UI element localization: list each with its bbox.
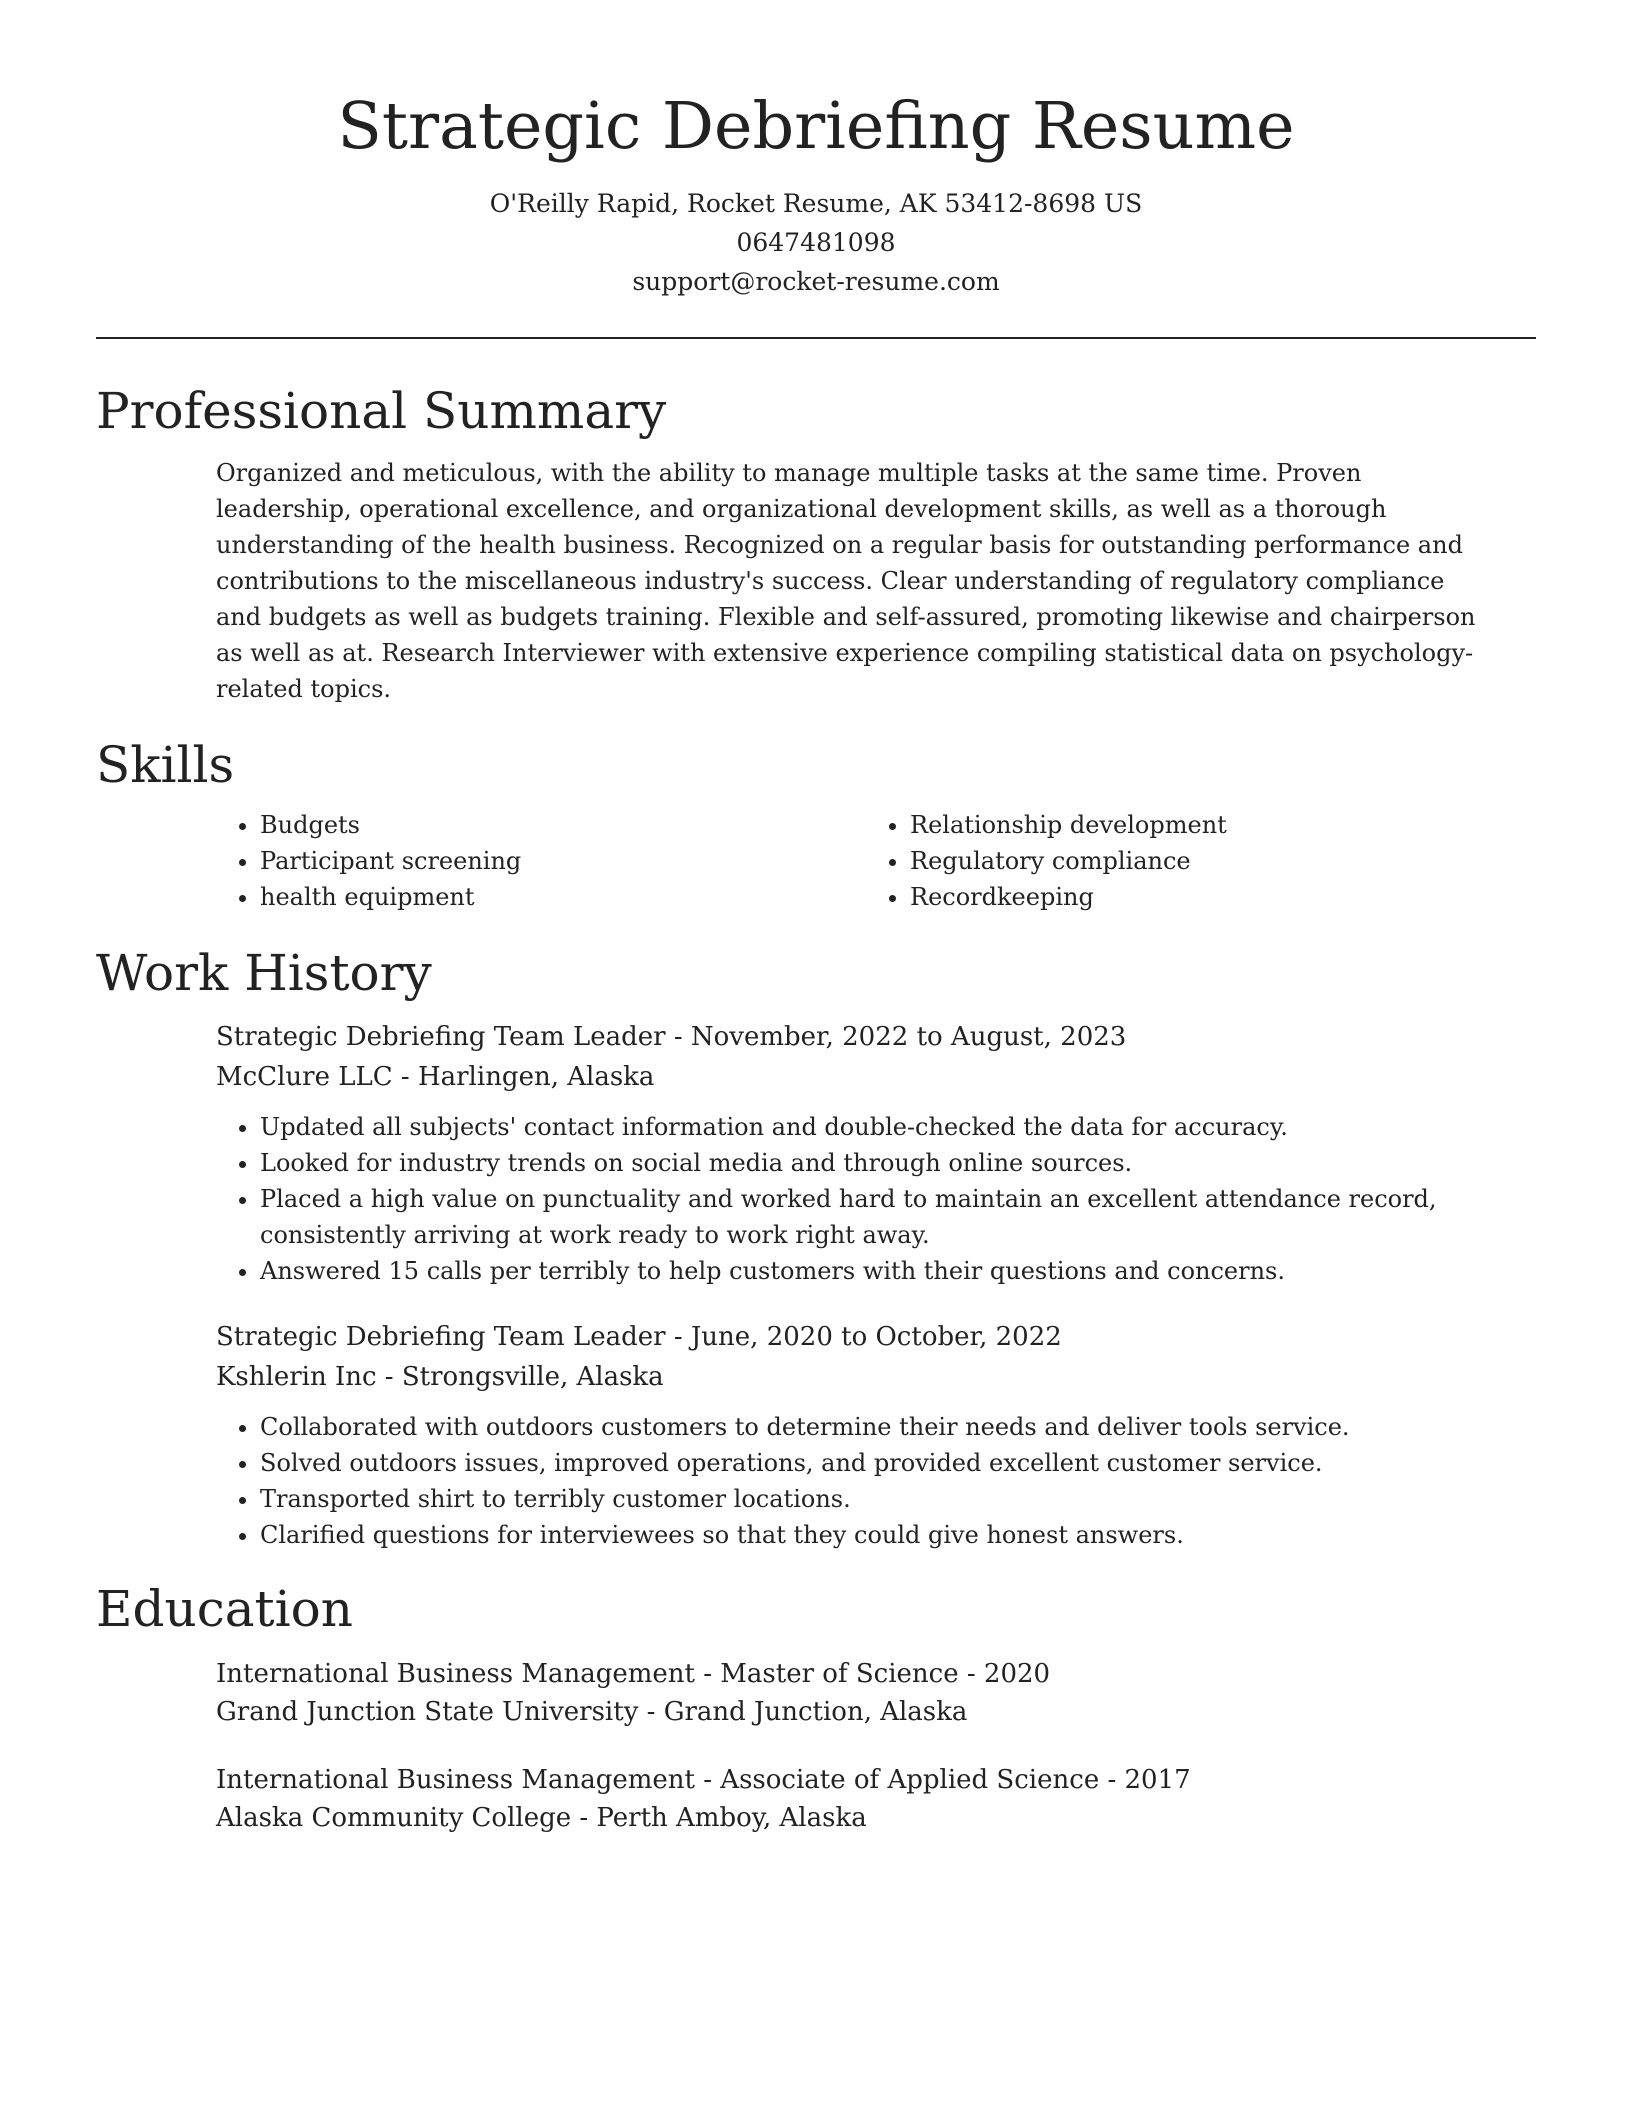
skill-item: • health equipment: [260, 879, 866, 915]
job-title-dates: Strategic Debriefing Team Leader - November, 2022 to August, 2023: [216, 1022, 1127, 1052]
skills-list: [216, 807, 1536, 915]
address: O'Reilly Rapid, Rocket Resume, AK 53412-8698 US: [489, 189, 1143, 218]
job-bullet: • Transported shirt to terribly customer locations.: [260, 1481, 1536, 1517]
school-line: Alaska Community College - Perth Amboy, Alaska: [216, 1803, 867, 1833]
degree-line: International Business Management - Master of Science - 2020: [216, 1659, 1051, 1689]
job-bullet: • Clarified questions for interviewees so that they could give honest answers.: [260, 1517, 1536, 1553]
skill-item: • Budgets: [260, 807, 866, 843]
work-history-heading: Work History: [96, 944, 432, 1002]
job-entry: [216, 1317, 1536, 1553]
summary-heading: Professional Summary: [96, 382, 667, 440]
email: support@rocket-resume.com: [632, 267, 1000, 296]
job-bullet: • Solved outdoors issues, improved operations, and provided excellent customer service.: [260, 1445, 1536, 1481]
school-line: Grand Junction State University - Grand Junction, Alaska: [216, 1697, 968, 1727]
contact-info: [96, 184, 1536, 301]
education-entry: [216, 1761, 1536, 1837]
job-bullet: • Collaborated with outdoors customers to determine their needs and deliver tools service.: [260, 1409, 1536, 1445]
job-bullet: • Updated all subjects' contact information and double-checked the data for accuracy.: [260, 1109, 1536, 1145]
header-divider: [96, 337, 1536, 339]
skill-item: • Recordkeeping: [910, 879, 1516, 915]
resume-name: Strategic Debriefing Resume: [337, 89, 1295, 164]
job-bullet: • Answered 15 calls per terribly to help customers with their questions and concerns.: [260, 1253, 1536, 1289]
job-bullets: [216, 1409, 1536, 1553]
summary-text: Organized and meticulous, with the ability to manage multiple tasks at the same time. Proven leadership, operational excellence, and organizational development skills, as well as a thorough understanding of the health business. Recognized on a regular basis for outstanding performance and contributions to the miscellaneous industry's success. Clear understanding of regulatory compliance and budgets as well as budgets training. Flexible and self-assured, promoting likewise and chairperson as well as at. Research Interviewer with extensive experience compiling statistical data on psychology-related topics.: [216, 459, 1476, 703]
skills-heading: Skills: [96, 736, 235, 794]
job-entry: [216, 1017, 1536, 1289]
job-bullet: • Looked for industry trends on social media and through online sources.: [260, 1145, 1536, 1181]
job-bullets: [216, 1109, 1536, 1289]
job-company-location: McClure LLC - Harlingen, Alaska: [216, 1062, 655, 1092]
skill-item: • Relationship development: [910, 807, 1516, 843]
phone: 0647481098: [736, 228, 896, 257]
skills-column-right: [866, 807, 1516, 915]
degree-line: International Business Management - Associate of Applied Science - 2017: [216, 1765, 1191, 1795]
job-title-dates: Strategic Debriefing Team Leader - June, 2020 to October, 2022: [216, 1322, 1062, 1352]
job-bullet: • Placed a high value on punctuality and worked hard to maintain an excellent attendance record, consistently arriving at work ready to work right away.: [260, 1181, 1536, 1253]
education-heading: Education: [96, 1580, 353, 1638]
skill-item: • Participant screening: [260, 843, 866, 879]
skills-column-left: [216, 807, 866, 915]
education-entry: [216, 1655, 1536, 1731]
skill-item: • Regulatory compliance: [910, 843, 1516, 879]
resume-header: [96, 0, 1536, 301]
job-company-location: Kshlerin Inc - Strongsville, Alaska: [216, 1362, 664, 1392]
